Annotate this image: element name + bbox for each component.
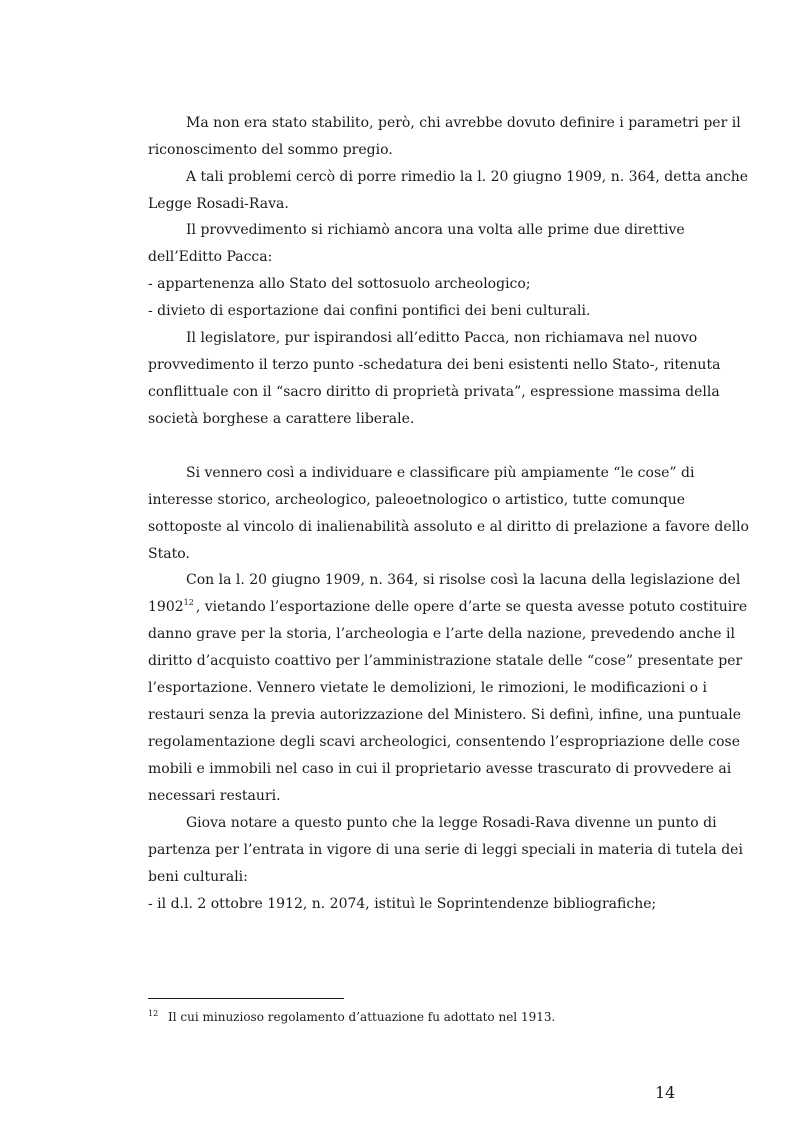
body-line: sottoposte al vincolo di inalienabilità assoluto e al diritto di prelazione a favore dello bbox=[148, 519, 749, 535]
body-line: Legge Rosadi-Rava. bbox=[148, 196, 289, 212]
body-line: riconoscimento del sommo pregio. bbox=[148, 142, 393, 158]
body-line: provvedimento il terzo punto -schedatura dei beni esistenti nello Stato-, ritenuta bbox=[148, 357, 721, 373]
body-line-with-footnote-ref bbox=[148, 597, 748, 617]
list-item: - divieto di esportazione dai confini pontifici dei beni culturali. bbox=[148, 303, 591, 319]
body-line: beni culturali: bbox=[148, 869, 248, 885]
body-line: dell’Editto Pacca: bbox=[148, 249, 273, 265]
body-line: Giova notare a questo punto che la legge Rosadi-Rava divenne un punto di bbox=[186, 815, 717, 831]
body-line: diritto d’acquisto coattivo per l’amministrazione statale delle “cose” presentate per bbox=[148, 653, 743, 669]
body-line: Stato. bbox=[148, 546, 190, 562]
body-text-run: 1902$^{12}$ bbox=[148, 598, 194, 615]
body-line: A tali problemi cercò di porre rimedio la l. 20 giugno 1909, n. 364, detta anche bbox=[186, 169, 749, 185]
list-item: - il d.l. 2 ottobre 1912, n. 2074, istituì le Soprintendenze bibliografiche; bbox=[148, 896, 657, 912]
list-item: - appartenenza allo Stato del sottosuolo archeologico; bbox=[148, 276, 531, 292]
body-line: restauri senza la previa autorizzazione del Ministero. Si definì, infine, una puntuale bbox=[148, 707, 742, 723]
body-line: Il provvedimento si richiamò ancora una volta alle prime due direttive bbox=[186, 222, 685, 238]
body-line: mobili e immobili nel caso in cui il proprietario avesse trascurato di provvedere ai bbox=[148, 761, 732, 777]
body-line: partenza per l’entrata in vigore di una serie di leggi speciali in materia di tutela dei bbox=[148, 842, 743, 858]
body-text-run: , vietando l’esportazione delle opere d’arte se questa avesse potuto costituire bbox=[195, 599, 748, 615]
footnote-separator bbox=[148, 998, 344, 999]
page-number: 14 bbox=[655, 1083, 676, 1102]
body-line: regolamentazione degli scavi archeologici, consentendo l’espropriazione delle cose bbox=[148, 734, 740, 750]
footnote: 12 Il cui minuzioso regolamento d’attuazione fu adottato nel 1913. bbox=[148, 1009, 556, 1024]
body-line: Ma non era stato stabilito, però, chi avrebbe dovuto definire i parametri per il bbox=[186, 115, 741, 131]
body-line: Si vennero così a individuare e classificare più ampiamente “le cose” di bbox=[186, 465, 695, 481]
body-line: interesse storico, archeologico, paleoetnologico o artistico, tutte comunque bbox=[148, 492, 686, 508]
body-line: società borghese a carattere liberale. bbox=[148, 411, 415, 427]
body-line: Il legislatore, pur ispirandosi all’editto Pacca, non richiamava nel nuovo bbox=[186, 330, 698, 346]
body-line: Con la l. 20 giugno 1909, n. 364, si risolse così la lacuna della legislazione del bbox=[186, 572, 741, 588]
body-line: l’esportazione. Vennero vietate le demolizioni, le rimozioni, le modificazioni o i bbox=[148, 680, 707, 696]
body-line: conflittuale con il “sacro diritto di proprietà privata”, espressione massima della bbox=[148, 384, 720, 400]
body-line: danno grave per la storia, l’archeologia e l’arte della nazione, prevedendo anche il bbox=[148, 626, 735, 642]
footnote-text: Il cui minuzioso regolamento d’attuazione fu adottato nel 1913. bbox=[168, 1010, 556, 1024]
footnote-ref-mark: 12 bbox=[183, 598, 194, 607]
body-line: necessari restauri. bbox=[148, 788, 281, 804]
